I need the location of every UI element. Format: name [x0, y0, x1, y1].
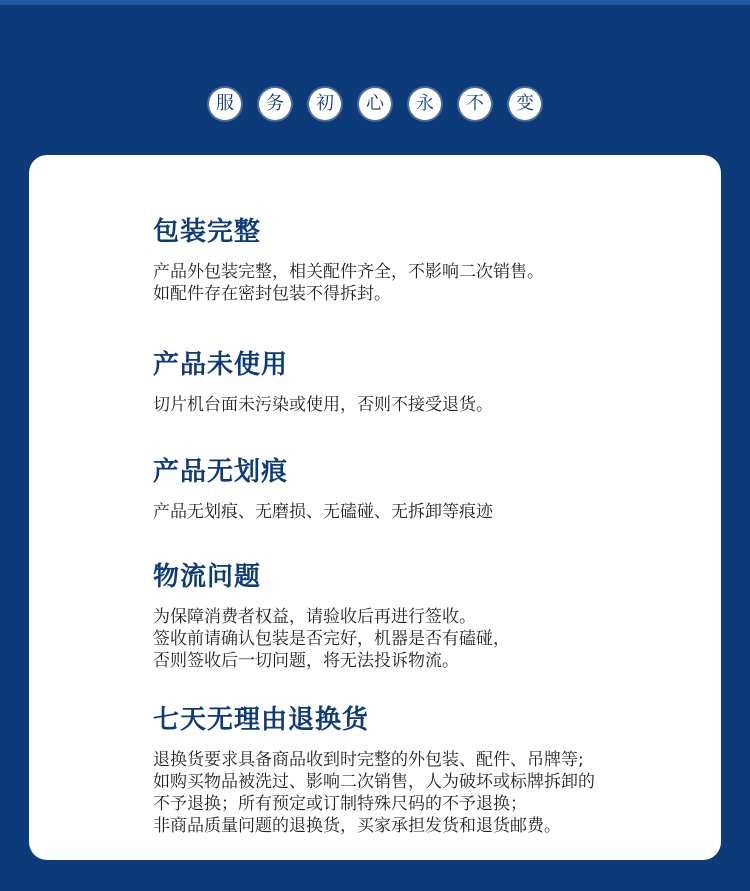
section-title: 产品无划痕 [153, 457, 289, 487]
section-text: 不予退换；所有预定或订制特殊尺码的不予退换； [153, 794, 527, 814]
section-text: 退换货要求具备商品收到时完整的外包装、配件、吊牌等; [153, 750, 584, 770]
policy-card [29, 155, 721, 860]
section-packaging [153, 215, 713, 305]
slogan-char: 心 [359, 88, 391, 120]
section-text: 签收前请确认包装是否完好，机器是否有磕碰， [153, 629, 510, 649]
slogan-char: 不 [459, 88, 491, 120]
slogan-badges [0, 88, 750, 120]
section-text: 否则签收后一切问题，将无法投诉物流。 [153, 651, 459, 671]
section-logistics [153, 560, 713, 672]
section-text: 如配件存在密封包装不得拆封。 [153, 284, 391, 304]
slogan-char: 初 [309, 88, 341, 120]
section-no-scratches [153, 455, 713, 523]
section-text: 如购买物品被洗过、影响二次销售，人为破坏或标牌拆卸的 [153, 772, 595, 792]
section-title: 包装完整 [153, 217, 262, 247]
section-text: 切片机台面未污染或使用，否则不接受退货。 [153, 395, 493, 415]
section-title: 七天无理由退换货 [153, 705, 370, 735]
section-text: 非商品质量问题的退换货，买家承担发货和退货邮费。 [153, 816, 561, 836]
slogan-char: 务 [259, 88, 291, 120]
section-seven-day-return [153, 703, 713, 837]
section-text: 产品无划痕、无磨损、无磕碰、无拆卸等痕迹 [153, 502, 493, 522]
slogan-char: 永 [409, 88, 441, 120]
section-title: 产品未使用 [153, 350, 289, 380]
section-text: 为保障消费者权益，请验收后再进行签收。 [153, 607, 476, 627]
slogan-char: 变 [509, 88, 541, 120]
slogan-char: 服 [209, 88, 241, 120]
section-text: 产品外包装完整，相关配件齐全，不影响二次销售。 [153, 262, 544, 282]
top-accent-line [0, 0, 750, 5]
section-title: 物流问题 [153, 562, 262, 592]
section-unused [153, 348, 713, 416]
